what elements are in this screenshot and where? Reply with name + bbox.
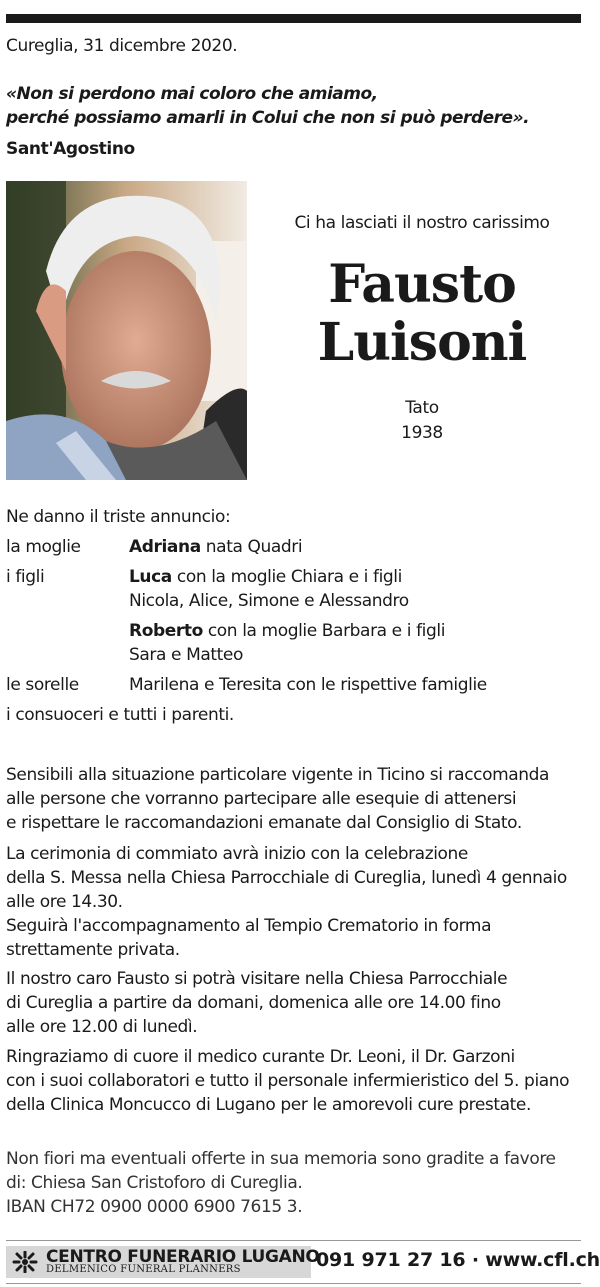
child1-entry: [129, 565, 402, 589]
wife-name: Adriana: [129, 537, 201, 557]
donation-line2: di: Chiesa San Cristoforo di Cureglia.: [6, 1173, 303, 1193]
company-subtitle: DELMENICO FUNERAL PLANNERS: [46, 1264, 241, 1275]
quote-line-2: perché possiamo amarli in Colui che non si può perdere».: [6, 108, 530, 128]
footer-rule-bottom: [6, 1283, 581, 1284]
donation-iban: IBAN CH72 0900 0000 6900 7615 3.: [6, 1197, 303, 1217]
body-p4-line2: con i suoi collaboratori e tutto il personale infermieristico del 5. piano: [6, 1071, 570, 1091]
logo-icon: [12, 1251, 38, 1273]
nickname: Tato: [405, 398, 439, 418]
sisters-role: le sorelle: [6, 675, 79, 695]
child2-name: Roberto: [129, 621, 203, 641]
body-p2-line1: La cerimonia di commiato avrà inizio con la celebrazione: [6, 844, 468, 864]
body-p2-line4: Seguirà l'accompagnamento al Tempio Crematorio in forma: [6, 916, 492, 936]
deceased-last-name: Luisoni: [317, 312, 527, 373]
body-p1-line3: e rispettare le raccomandazioni emanate dal Consiglio di Stato.: [6, 813, 522, 833]
company-name: CENTRO FUNERARIO LUGANO: [46, 1247, 320, 1267]
quote-author: Sant'Agostino: [6, 139, 135, 159]
child1-name: Luca: [129, 567, 172, 587]
body-p2-line3: alle ore 14.30.: [6, 892, 123, 912]
body-p4-line1: Ringraziamo di cuore il medico curante Dr. Leoni, il Dr. Garzoni: [6, 1047, 515, 1067]
body-p3-line2: di Cureglia a partire da domani, domenica alle ore 14.00 fino: [6, 993, 501, 1013]
body-p3-line1: Il nostro caro Fausto si potrà visitare nella Chiesa Parrocchiale: [6, 969, 508, 989]
wife-role: la moglie: [6, 537, 81, 557]
body-p2-line5: strettamente privata.: [6, 940, 180, 960]
quote-line-1: «Non si perdono mai coloro che amiamo,: [6, 84, 378, 104]
funeral-home-footer: [6, 1246, 600, 1278]
logo-box: [6, 1246, 320, 1278]
portrait-photo: [6, 181, 247, 480]
body-p3-line3: alle ore 12.00 di lunedì.: [6, 1017, 198, 1037]
child2-kids: Sara e Matteo: [129, 645, 243, 665]
contact-info: 091 971 27 16 · www.cfl.ch: [316, 1249, 600, 1271]
wife-entry: [129, 535, 302, 559]
donation-line1: Non fiori ma eventuali offerte in sua memoria sono gradite a favore: [6, 1149, 556, 1169]
child1-kids: Nicola, Alice, Simone e Alessandro: [129, 591, 409, 611]
body-p1-line2: alle persone che vorranno partecipare alle esequie di attenersi: [6, 789, 517, 809]
birth-year: 1938: [401, 423, 443, 443]
child2-rest: con la moglie Barbara e i figli: [202, 621, 446, 641]
body-p4-line3: della Clinica Moncucco di Lugano per le amorevoli cure prestate.: [6, 1095, 531, 1115]
deceased-first-name: Fausto: [328, 254, 516, 315]
other-relatives: i consuoceri e tutti i parenti.: [6, 705, 234, 725]
body-p2-line2: della S. Messa nella Chiesa Parrocchiale di Cureglia, lunedì 4 gennaio: [6, 868, 567, 888]
top-rule: [6, 14, 581, 23]
body-p1-line1: Sensibili alla situazione particolare vigente in Ticino si raccomanda: [6, 765, 550, 785]
child2-entry: [129, 619, 445, 643]
family-intro: Ne danno il triste annuncio:: [6, 507, 231, 527]
wife-rest: nata Quadri: [200, 537, 303, 557]
place-date: Cureglia, 31 dicembre 2020.: [6, 36, 238, 56]
sisters-names: Marilena e Teresita con le rispettive famiglie: [129, 675, 487, 695]
announcement-intro: Ci ha lasciati il nostro carissimo: [294, 213, 550, 233]
child1-rest: con la moglie Chiara e i figli: [171, 567, 402, 587]
portrait-image: [6, 181, 247, 480]
footer-rule-top: [6, 1240, 581, 1241]
children-role: i figli: [6, 567, 45, 587]
